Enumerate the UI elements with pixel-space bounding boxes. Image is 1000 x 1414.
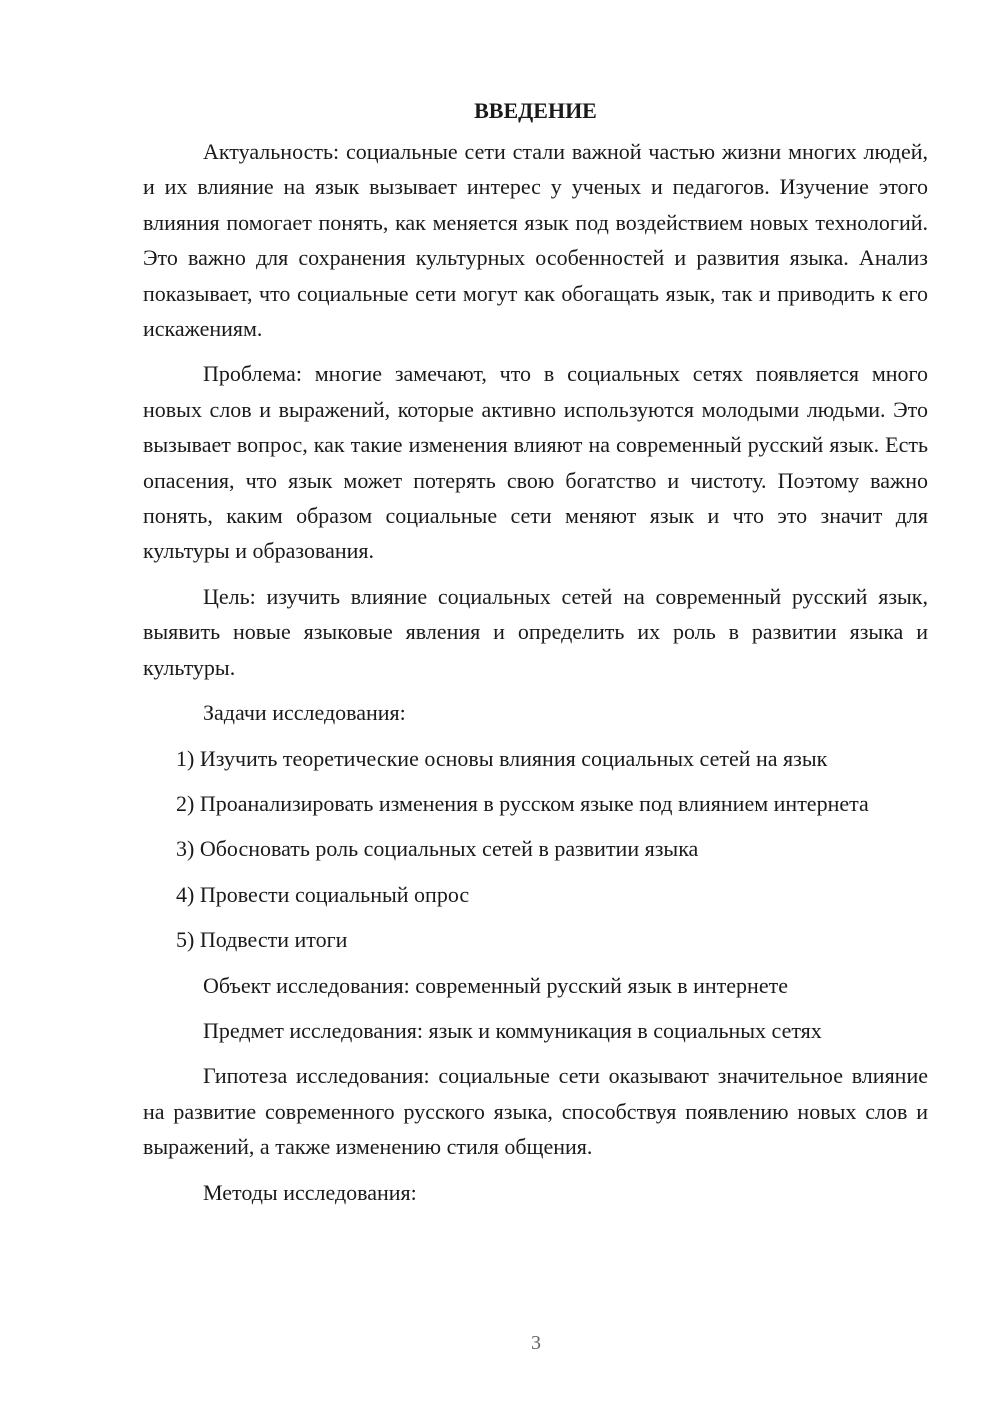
paragraph-relevance: Актуальность: социальные сети стали важной частью жизни многих людей, и их влияние на язык вызывает интерес у ученых и педагогов. Изучение этого влияния помогает понять, как меняется язык под воздействием новых технологий. Это важно для сохранения культурных особенностей и развития языка. Анализ показывает, что социальные сети могут как обогащать язык, так и приводить к его искажениям. (143, 139, 928, 342)
tasks-heading: Задачи исследования: (203, 700, 406, 726)
methods-heading: Методы исследования: (203, 1179, 417, 1205)
paragraph-problem: Проблема: многие замечают, что в социальных сетях появляется много новых слов и выражений, которые активно используются молодыми людьми. Это вызывает вопрос, как такие изменения влияют на современный русский язык. Есть опасения, что язык может потерять свою богатство и чистоту. Поэтому важно понять, каким образом социальные сети меняют язык и что это значит для культуры и образования. (143, 361, 928, 564)
page-title: ВВЕДЕНИЕ (474, 98, 597, 123)
list-item-task-4: 4) Провести социальный опрос (176, 881, 470, 907)
paragraph-object: Объект исследования: современный русский язык в интернете (203, 972, 788, 998)
list-item-task-2: 2) Проанализировать изменения в русском языке под влиянием интернета (176, 790, 869, 816)
page-number: 3 (531, 1332, 541, 1354)
list-item-task-1: 1) Изучить теоретические основы влияния социальных сетей на язык (176, 745, 828, 771)
list-item-task-5: 5) Подвести итоги (176, 927, 348, 953)
paragraph-subject: Предмет исследования: язык и коммуникация в социальных сетях (203, 1017, 822, 1043)
page-content (143, 88, 928, 1220)
paragraph-hypothesis: Гипотеза исследования: социальные сети оказывают значительное влияние на развитие современного русского языка, способствуя появлению новых слов и выражений, а также изменению стиля общения. (143, 1063, 928, 1160)
list-item-task-3: 3) Обосновать роль социальных сетей в развитии языка (176, 836, 699, 862)
paragraph-goal: Цель: изучить влияние социальных сетей на современный русский язык, выявить новые языковые явления и определить их роль в развитии языка и культуры. (143, 583, 928, 680)
